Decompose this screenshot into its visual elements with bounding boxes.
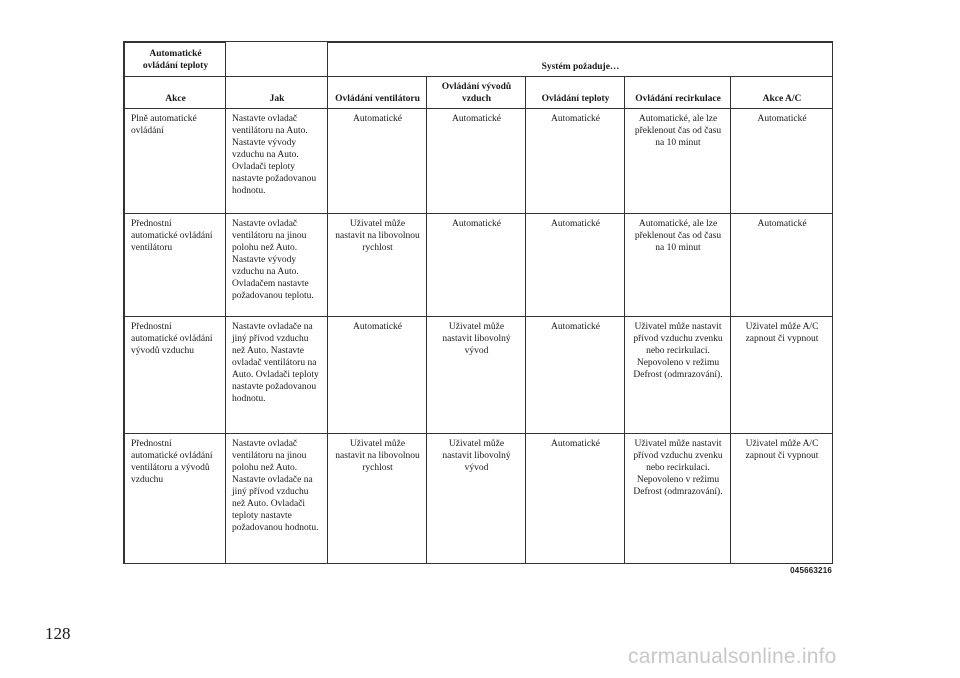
cell-vyvody: Uživatel může nastavit libovolný vývod bbox=[427, 434, 526, 564]
cell-teplota: Automatické bbox=[526, 434, 625, 564]
column-header-recirkulace: Ovládání recirkulace bbox=[625, 77, 731, 109]
cell-jak: Nastavte ovladač ventilátoru na jinou polohu než Auto. Nastavte ovladače na jiný přívod vzduchu než Auto. Ovladači teploty nastavte požadovanou hodnotu. bbox=[226, 434, 328, 564]
header-empty-cell bbox=[226, 43, 328, 77]
cell-akce: Plně automatické ovládání bbox=[125, 109, 226, 214]
column-header-teplota: Ovládání teploty bbox=[526, 77, 625, 109]
table-row bbox=[125, 214, 833, 317]
climate-control-table bbox=[124, 42, 833, 564]
cell-recirkulace: Uživatel může nastavit přívod vzduchu zvenku nebo recirkulaci. Nepovoleno v režimu Defrost (odmrazování). bbox=[625, 317, 731, 434]
cell-akce: Přednostní automatické ovládání ventilátoru bbox=[125, 214, 226, 317]
column-header-akce: Akce bbox=[125, 77, 226, 109]
column-header-ventilator: Ovládání ventilátoru bbox=[328, 77, 427, 109]
cell-jak: Nastavte ovladače na jiný přívod vzduchu než Auto. Nastavte ovladač ventilátoru na Auto. Ovladači teploty nastavte požadovanou hodnotu. bbox=[226, 317, 328, 434]
table-row bbox=[125, 109, 833, 214]
cell-vyvody: Automatické bbox=[427, 109, 526, 214]
table-row bbox=[125, 434, 833, 564]
cell-ventilator: Automatické bbox=[328, 317, 427, 434]
cell-vyvody: Uživatel může nastavit libovolný vývod bbox=[427, 317, 526, 434]
cell-ac: Automatické bbox=[731, 109, 833, 214]
column-header-vyvody: Ovládání vývodů vzduch bbox=[427, 77, 526, 109]
group-header-automatic-temperature: Automatické ovládání teploty bbox=[125, 43, 226, 77]
cell-teplota: Automatické bbox=[526, 317, 625, 434]
cell-ventilator: Uživatel může nastavit na libovolnou rychlost bbox=[328, 434, 427, 564]
cell-jak: Nastavte ovladač ventilátoru na Auto. Nastavte vývody vzduchu na Auto. Ovladači teploty nastavte požadovanou hodnotu. bbox=[226, 109, 328, 214]
climate-control-table-frame bbox=[123, 41, 833, 564]
cell-ventilator: Uživatel může nastavit na libovolnou rychlost bbox=[328, 214, 427, 317]
cell-ventilator: Automatické bbox=[328, 109, 427, 214]
page-number: 128 bbox=[45, 624, 71, 643]
cell-recirkulace: Uživatel může nastavit přívod vzduchu zvenku nebo recirkulaci. Nepovoleno v režimu Defrost (odmrazování). bbox=[625, 434, 731, 564]
cell-akce: Přednostní automatické ovládání ventilátoru a vývodů vzduchu bbox=[125, 434, 226, 564]
cell-teplota: Automatické bbox=[526, 214, 625, 317]
cell-teplota: Automatické bbox=[526, 109, 625, 214]
table-row bbox=[125, 317, 833, 434]
cell-recirkulace: Automatické, ale lze překlenout čas od času na 10 minut bbox=[625, 109, 731, 214]
cell-vyvody: Automatické bbox=[427, 214, 526, 317]
cell-ac: Uživatel může A/C zapnout či vypnout bbox=[731, 317, 833, 434]
cell-akce: Přednostní automatické ovládání vývodů vzduchu bbox=[125, 317, 226, 434]
column-header-jak: Jak bbox=[226, 77, 328, 109]
header-row-1 bbox=[125, 43, 833, 77]
cell-ac: Uživatel může A/C zapnout či vypnout bbox=[731, 434, 833, 564]
cell-ac: Automatické bbox=[731, 214, 833, 317]
header-row-2 bbox=[125, 77, 833, 109]
column-header-ac: Akce A/C bbox=[731, 77, 833, 109]
watermark: carmanualsonline.info bbox=[628, 645, 837, 668]
cell-recirkulace: Automatické, ale lze překlenout čas od času na 10 minut bbox=[625, 214, 731, 317]
cell-jak: Nastavte ovladač ventilátoru na jinou polohu než Auto. Nastavte vývody vzduchu na Auto. Ovladačem nastavte požadovanou teplotu. bbox=[226, 214, 328, 317]
figure-code: 045663216 bbox=[790, 566, 832, 575]
system-requires-header: Systém požaduje… bbox=[328, 43, 833, 77]
